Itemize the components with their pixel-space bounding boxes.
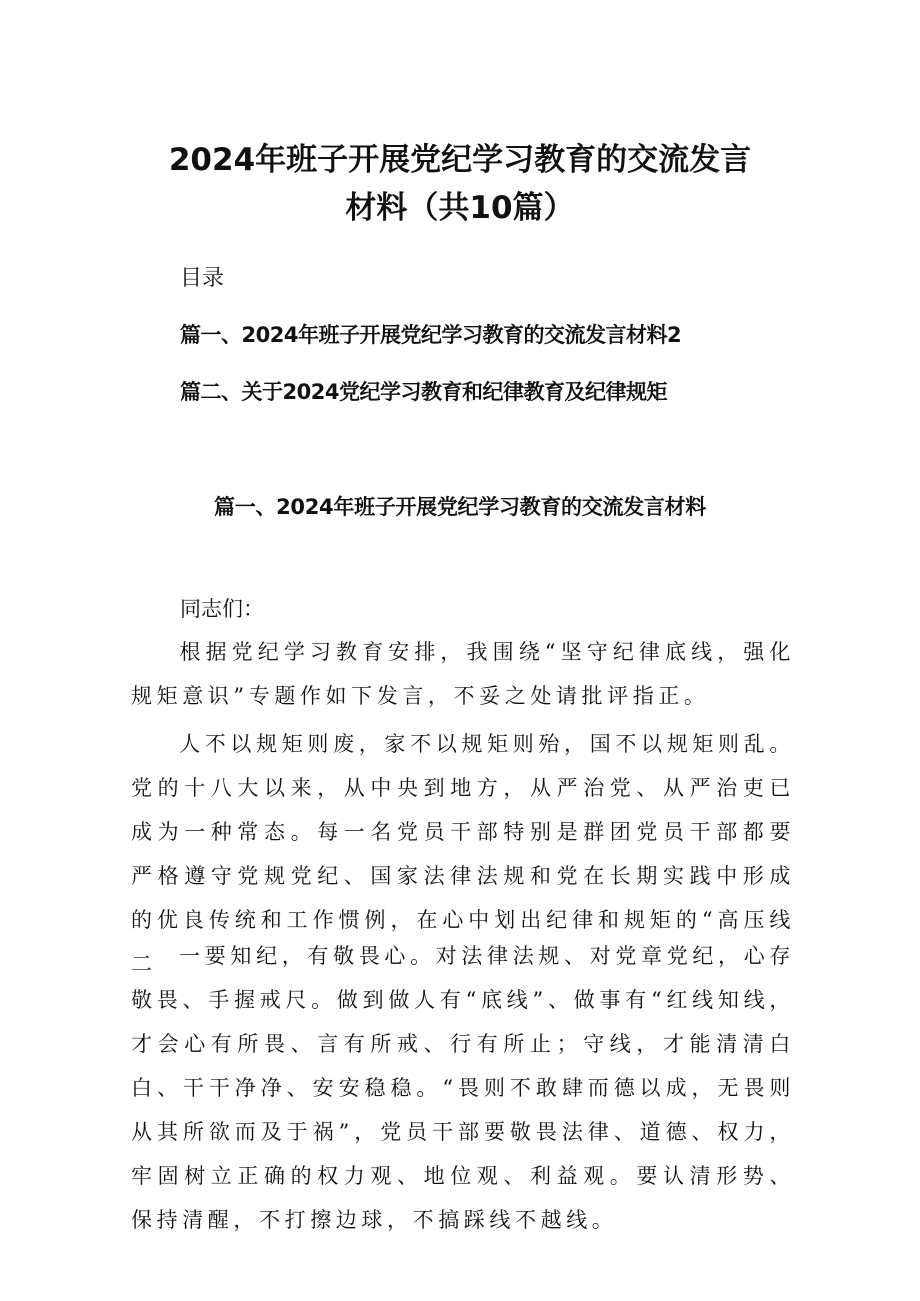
- paragraph-3-text: 一要知纪，有敬畏心。对法律法规、对党章党纪，心存敬畏、手握戒尺。做到做人有“底线”、做事有“红线知线，才会心有所畏、言有所戒、行有所止；守线，才能清清白白、干干净净、安安稳稳。“畏则不敢肆而德以成，无畏则从其所欲而及于祸”，党员干部要敬畏法律、道德、权力，牢固树立正确的权力观、地位观、利益观。要认清形势、保持清醒，不打擦边球，不搞踩线不越线。: [131, 944, 795, 1232]
- paragraph-2-text: 人不以规矩则废，家不以规矩则殆，国不以规矩则乱。党的十八大以来，从中央到地方，从严治党、从严治吏已成为一种常态。每一名党员干部特别是群团党员干部都要严格遵守党规党纪、国家法律法规和党在长期实践中形成的优良传统和工作惯例，在心中划出纪律和规矩的“高压线二: [131, 732, 795, 976]
- paragraph-1: [131, 630, 795, 718]
- toc-item-1[interactable]: 篇一、2024年班子开展党纪学习教育的交流发言材料2: [180, 323, 682, 347]
- paragraph-3: [131, 934, 795, 1242]
- paragraph-1-text: 根据党纪学习教育安排，我围绕“坚守纪律底线，强化规矩意识”专题作如下发言，不妥之处请批评指正。: [131, 640, 795, 708]
- toc-item-2[interactable]: 篇二、关于2024党纪学习教育和纪律教育及纪律规矩: [180, 380, 667, 404]
- document-title-line-2: 材料（共10篇）: [345, 190, 575, 226]
- section-title: 篇一、2024年班子开展党纪学习教育的交流发言材料: [214, 495, 706, 519]
- toc-heading: 目录: [180, 266, 225, 291]
- document-title-line-1: 2024年班子开展党纪学习教育的交流发言: [168, 142, 752, 178]
- greeting: 同志们：: [180, 597, 264, 621]
